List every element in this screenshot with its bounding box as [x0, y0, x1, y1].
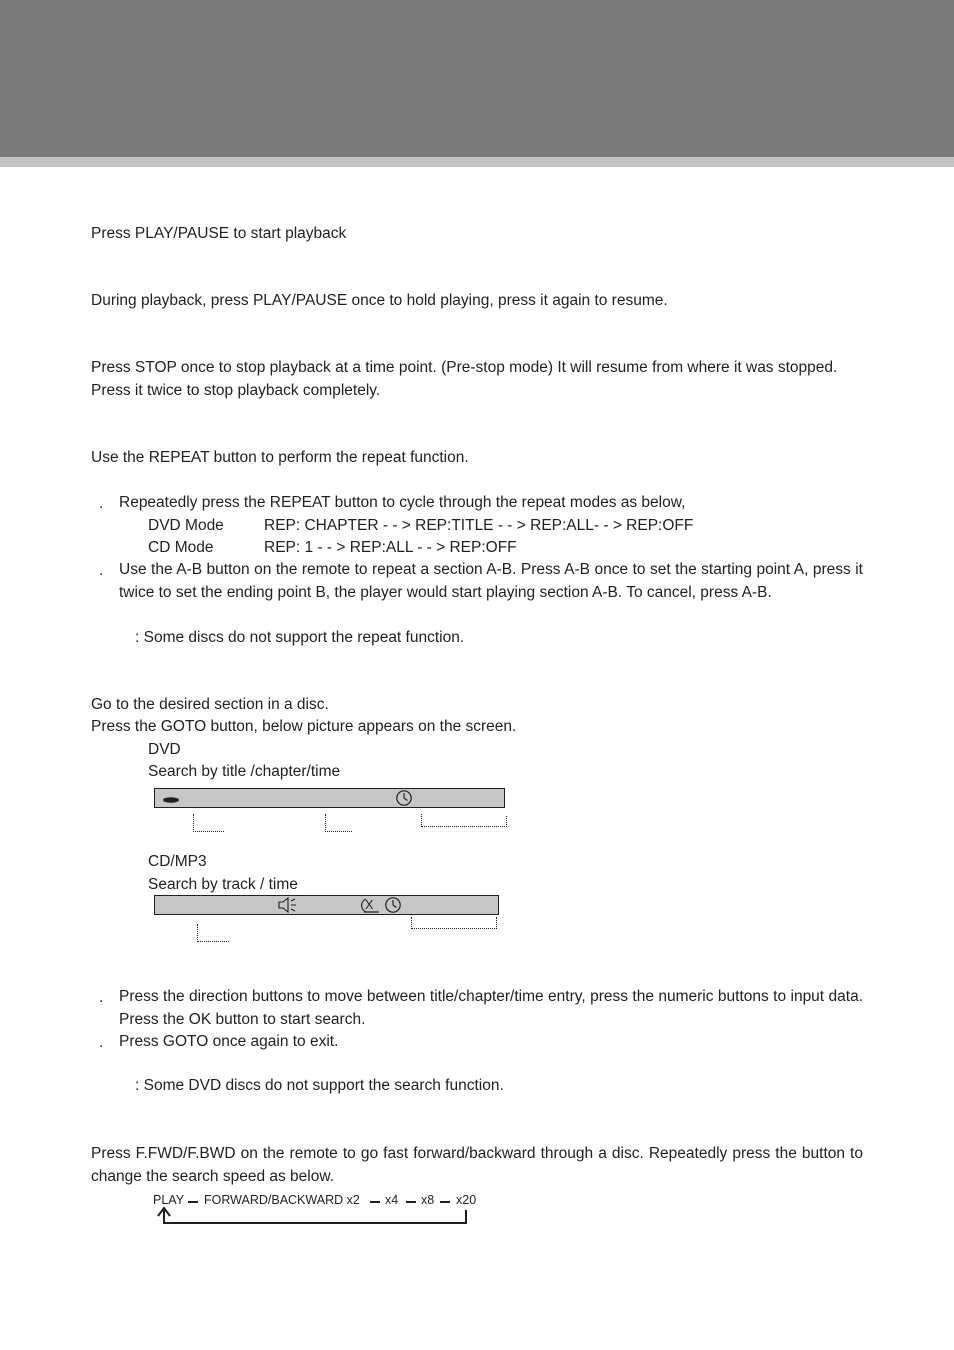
clock-icon: [394, 789, 414, 807]
time-entry-field: [421, 826, 507, 827]
fast-search-text: Press F.FWD/F.BWD on the remote to go fast forward/backward through a disc. Repeatedly press the button to change the search speed as below.: [91, 1145, 863, 1185]
repeat-bullet-1: Repeatedly press the REPEAT button to cycle through the repeat modes as below,: [119, 494, 686, 511]
track-entry-marker: [197, 924, 198, 942]
goto-cd-label: CD/MP3: [148, 853, 207, 870]
repeat-bullet-2: Use the A-B button on the remote to repeat a section A-B. Press A-B once to set the starting point A, press it twice to set the ending point B, the player would start playing section A-B. To cancel, press A-B.: [119, 561, 863, 601]
chapter-entry-marker: [325, 814, 326, 832]
play-instruction: Press PLAY/PAUSE to start playback: [91, 225, 347, 242]
repeat-intro: Use the REPEAT button to perform the repeat function.: [91, 449, 469, 466]
diagram-x20-label: x20: [456, 1193, 477, 1207]
goto-note: : Some DVD discs do not support the search function.: [135, 1077, 504, 1094]
goto-bullet-1: Press the direction buttons to move between title/chapter/time entry, press the numeric buttons to input data. Press the OK button to start search.: [119, 988, 863, 1028]
stop-instruction-line1: Press STOP once to stop playback at a time point. (Pre-stop mode) It will resume from where it was stopped.: [91, 359, 838, 376]
diagram-play-label: PLAY: [153, 1193, 185, 1207]
diagram-connector: [370, 1201, 380, 1203]
clock-icon: [383, 896, 403, 914]
diagram-x8-label: x8: [421, 1193, 435, 1207]
speaker-icon: [277, 896, 303, 914]
goto-cd-search-label: Search by track / time: [148, 876, 298, 893]
goto-dvd-label: DVD: [148, 741, 181, 758]
goto-dvd-search-label: Search by title /chapter/time: [148, 763, 341, 780]
diagram-connector: [188, 1201, 198, 1203]
bullet-marker: .: [99, 495, 104, 512]
elapsed-time-x-label: X: [365, 898, 374, 912]
title-entry-field: [193, 831, 224, 832]
stop-instruction-line2: Press it twice to stop playback completely.: [91, 382, 381, 399]
bullet-marker: .: [99, 1034, 104, 1051]
dvd-search-bar: [154, 788, 505, 808]
dvd-mode-label: DVD Mode: [148, 517, 224, 534]
diagram-connector: [406, 1201, 416, 1203]
bullet-marker: .: [99, 989, 104, 1006]
chapter-entry-field: [325, 831, 352, 832]
goto-line-1: Go to the desired section in a disc.: [91, 696, 329, 713]
diagram-connector: [440, 1201, 450, 1203]
goto-bullet-2: Press GOTO once again to exit.: [119, 1033, 339, 1050]
goto-line-2: Press the GOTO button, below picture appears on the screen.: [91, 718, 517, 735]
track-entry-field: [197, 941, 229, 942]
diagram-forward-backward-x2-label: FORWARD/BACKWARD x2: [204, 1193, 360, 1207]
pause-instruction: During playback, press PLAY/PAUSE once to hold playing, press it again to resume.: [91, 292, 668, 309]
header-band: [0, 0, 954, 157]
cd-time-entry-field: [411, 928, 497, 929]
diagram-return-arrow: [155, 1206, 471, 1226]
cd-mode-sequence: REP: 1 - - > REP:ALL - - > REP:OFF: [264, 539, 517, 556]
dvd-mode-sequence: REP: CHAPTER - - > REP:TITLE - - > REP:ALL- - > REP:OFF: [264, 517, 694, 534]
repeat-note: : Some discs do not support the repeat function.: [135, 629, 465, 646]
title-entry-marker: [193, 814, 194, 832]
bullet-marker: .: [99, 562, 104, 579]
cd-mode-label: CD Mode: [148, 539, 214, 556]
cd-time-entry-marker-right: [496, 917, 497, 929]
disc-icon: [160, 795, 182, 805]
header-stripe: [0, 157, 954, 167]
time-entry-marker-right: [506, 816, 507, 827]
cd-search-bar: [154, 895, 499, 915]
diagram-x4-label: x4: [385, 1193, 399, 1207]
